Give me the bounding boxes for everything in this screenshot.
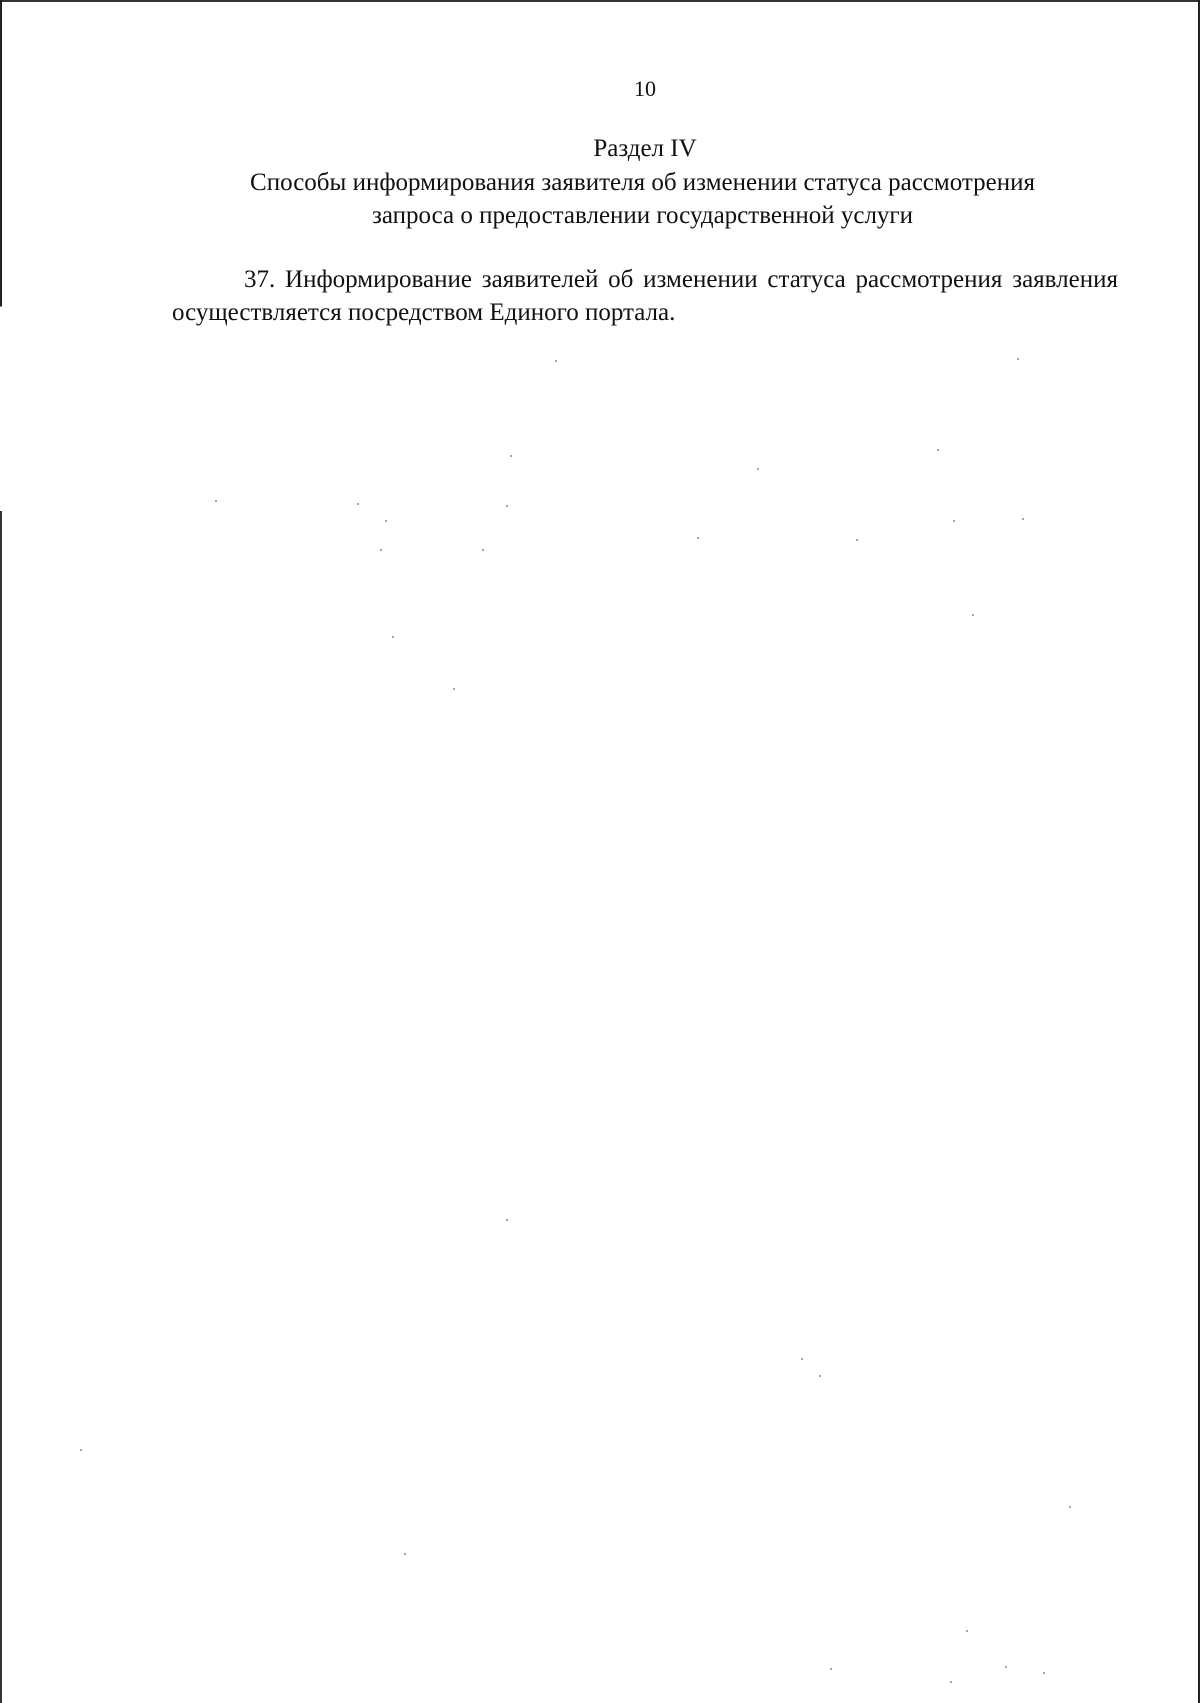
scan-speck — [215, 500, 217, 502]
scan-speck — [972, 614, 974, 616]
scan-speck — [404, 1553, 406, 1555]
scan-speck — [1043, 1672, 1045, 1674]
scan-speck — [80, 1449, 82, 1451]
scan-edge-top — [0, 0, 1200, 2]
scan-speck — [937, 449, 939, 451]
scan-speck — [953, 520, 955, 522]
paragraph-37: 37. Информирование заявителей об изменении статуса рассмотрения заявления осуществляется посредством Единого портала. — [172, 266, 1118, 326]
scan-speck — [1022, 518, 1024, 520]
section-subtitle — [180, 166, 1105, 232]
scan-speck — [555, 360, 557, 362]
scan-speck — [1005, 1666, 1007, 1668]
scan-speck — [482, 549, 484, 551]
scan-speck — [380, 549, 382, 551]
page-number: 10 — [634, 76, 656, 101]
scan-speck — [950, 1681, 952, 1683]
scan-speck — [510, 455, 512, 457]
scan-speck — [801, 1358, 803, 1360]
scan-speck — [1017, 358, 1019, 360]
scan-speck — [506, 505, 508, 507]
scan-speck — [357, 503, 359, 505]
scan-speck — [830, 1668, 832, 1670]
scan-speck — [453, 688, 455, 690]
scan-speck — [392, 636, 394, 638]
section-subtitle-line-1: Способы информирования заявителя об изменении статуса рассмотрения — [250, 169, 1035, 196]
scan-speck — [819, 1375, 821, 1377]
scan-edge-left — [0, 0, 2, 1703]
scan-speck — [697, 537, 699, 539]
section-title: Раздел IV — [593, 135, 697, 162]
scan-speck — [757, 468, 759, 470]
scan-speck — [1069, 1506, 1071, 1508]
section-subtitle-line-2: запроса о предоставлении государственной услуги — [371, 202, 914, 229]
scan-speck — [966, 1630, 968, 1632]
scan-speck — [385, 520, 387, 522]
scan-speck — [856, 539, 858, 541]
scan-speck — [506, 1219, 508, 1221]
